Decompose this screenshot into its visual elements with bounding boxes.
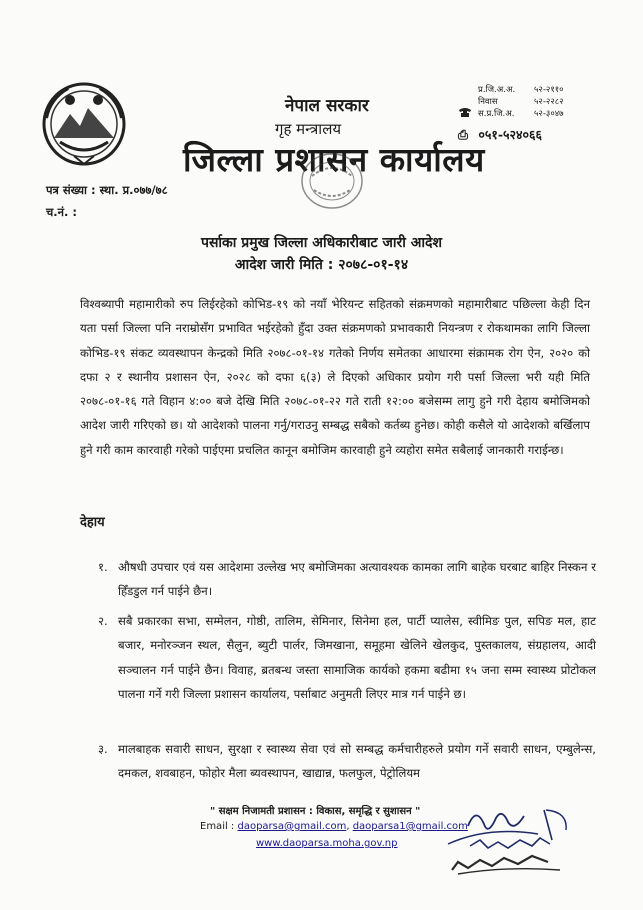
contact-row bbox=[478, 96, 564, 108]
contact-label: निवास bbox=[478, 97, 498, 107]
item-text: मालबाहक सवारी साधन, सुरक्षा र स्वास्थ्य सेवा एवं सो सम्बद्ध कर्मचारीहरुले प्रयोग गर्ने सवारी साधन, एम्बुलेन्स, दमकल, शवबाहन, फोहोर मैला ब्यवस्थापन, खाद्यान्न, फलफुल, पेट्रोलियम bbox=[118, 742, 596, 781]
item-number: ३. bbox=[98, 742, 108, 756]
email-label: Email : bbox=[200, 821, 235, 832]
telephone-icon bbox=[458, 106, 472, 118]
fax-number bbox=[458, 126, 542, 143]
item-number: १. bbox=[98, 560, 108, 574]
item-text: सबै प्रकारका सभा, सम्मेलन, गोष्ठी, तालिम, सेमिनार, सिनेमा हल, पार्टी प्यालेस, स्वीमिङ पुल, सपिङ मल, हाट बजार, मनोरञ्जन स्थल, सैलुन, ब्युटी पार्लर, जिमखाना, समूहमा खेलिने खेलकुद, पुस्तकालय, संग्रहालय, आदी सञ्चालन गर्न पाईने छैन। विवाह, ब्रतबन्ध जस्ता सामाजिक कार्यको हकमा बढीमा १५ जना सम्म स्वास्थ्य प्रोटोकल पालना गर्ने गरी जिल्ला प्रशासन कार्यालय, पर्साबाट अनुमती लिएर मात्र गर्न पाईने छ। bbox=[118, 614, 596, 701]
list-item bbox=[98, 737, 598, 787]
website-link[interactable]: www.daoparsa.moha.gov.np bbox=[256, 838, 398, 849]
contact-row bbox=[478, 84, 564, 96]
contact-label: प्र.जि.अ.अ. bbox=[478, 85, 516, 95]
ministry-name: गृह मन्त्रालय bbox=[275, 120, 342, 138]
reference-block bbox=[46, 179, 168, 223]
item-number: २. bbox=[98, 614, 108, 628]
list-item bbox=[98, 609, 598, 734]
order-date: आदेश जारी मिति : २०७८-०१-१४ bbox=[234, 257, 409, 273]
order-title: पर्साका प्रमुख जिल्ला अधिकारीबाट जारी आदेश bbox=[201, 235, 442, 251]
letter-reference-number: पत्र संख्या : स्था. प्र.०७७/७८ bbox=[46, 183, 168, 197]
office-seal-icon bbox=[300, 152, 364, 210]
contact-row bbox=[478, 108, 564, 120]
email-separator: , bbox=[346, 821, 350, 832]
order-paragraph: विश्वब्यापी महामारीको रुप लिईरहेको कोभिड-१९ को नयाँ भेरियन्ट सहितको संक्रमणको महामारीबाट पछिल्ला केही दिन यता पर्सा जिल्ला पनि नराम्रोसँग प्रभावित भईरहेको हुँदा उक्त संक्रमणको प्रभावकारी नियन्त्रण र रोकथामका लागि जिल्ला कोभिड-१९ संकट व्यवस्थापन केन्द्रको मिति २०७८-०१-१४ गतेको निर्णय समेतका आधारमा संक्रामक रोग ऐन, २०२० को दफा २ र स्थानीय प्रशासन ऐन, २०२८ को दफा ६(३) ले दिएको अधिकार प्रयोग गरी पर्सा जिल्ला भरी यही मिति २०७८-०१-१६ गते विहान ४:०० बजे देखि मिति २०७८-०१-२२ गते राती १२:०० बजेसम्म लागु हुने गरी देहाय बमोजिमको आदेश जारी गरिएको छ। यो आदेशको पालना गर्नु/गराउनु सम्बद्ध सबैको कर्तब्य हुनेछ। कोही कसैले यो आदेशको बर्खिलाप हुने गरी काम कारवाही गरेको पाईएमा प्रचलित कानून बमोजिम कारवाही हुने व्यहोरा समेत सबैलाई जानकारी गराईन्छ। bbox=[80, 297, 590, 457]
contact-value: ५२-२११० bbox=[534, 85, 564, 95]
nepal-emblem-icon bbox=[40, 78, 128, 170]
list-item bbox=[98, 555, 598, 605]
email-link-secondary[interactable]: daoparsa1@gmail.com bbox=[352, 821, 468, 832]
fax-icon: ⎙ bbox=[458, 127, 469, 142]
contact-label: स.प्र.जि.अ. bbox=[478, 109, 515, 119]
fax-value: ०५१-५२४०६६ bbox=[478, 127, 543, 142]
contact-value: ५२-२२८२ bbox=[534, 97, 564, 107]
section-heading: देहाय bbox=[80, 515, 105, 530]
email-link-primary[interactable]: daoparsa@gmail.com bbox=[237, 821, 347, 832]
motto: " सक्षम निजामती प्रशासन : विकास, समृद्धि र सुशासन " bbox=[210, 806, 421, 817]
office-name: जिल्ला प्रशासन कार्यालय bbox=[183, 140, 485, 179]
contact-numbers bbox=[478, 84, 564, 120]
dispatch-number: च.नं. : bbox=[46, 205, 78, 219]
item-text: औषधी उपचार एवं यस आदेशमा उल्लेख भए बमोजिमका अत्यावश्यक कामका लागि बाहेक घरबाट बाहिर निस्कन र हिँडडुल गर्न पाईने छैन। bbox=[118, 560, 596, 599]
signature-icon bbox=[428, 796, 578, 886]
contact-value: ५२-३०४७ bbox=[534, 109, 564, 119]
government-name: नेपाल सरकार bbox=[285, 96, 369, 116]
